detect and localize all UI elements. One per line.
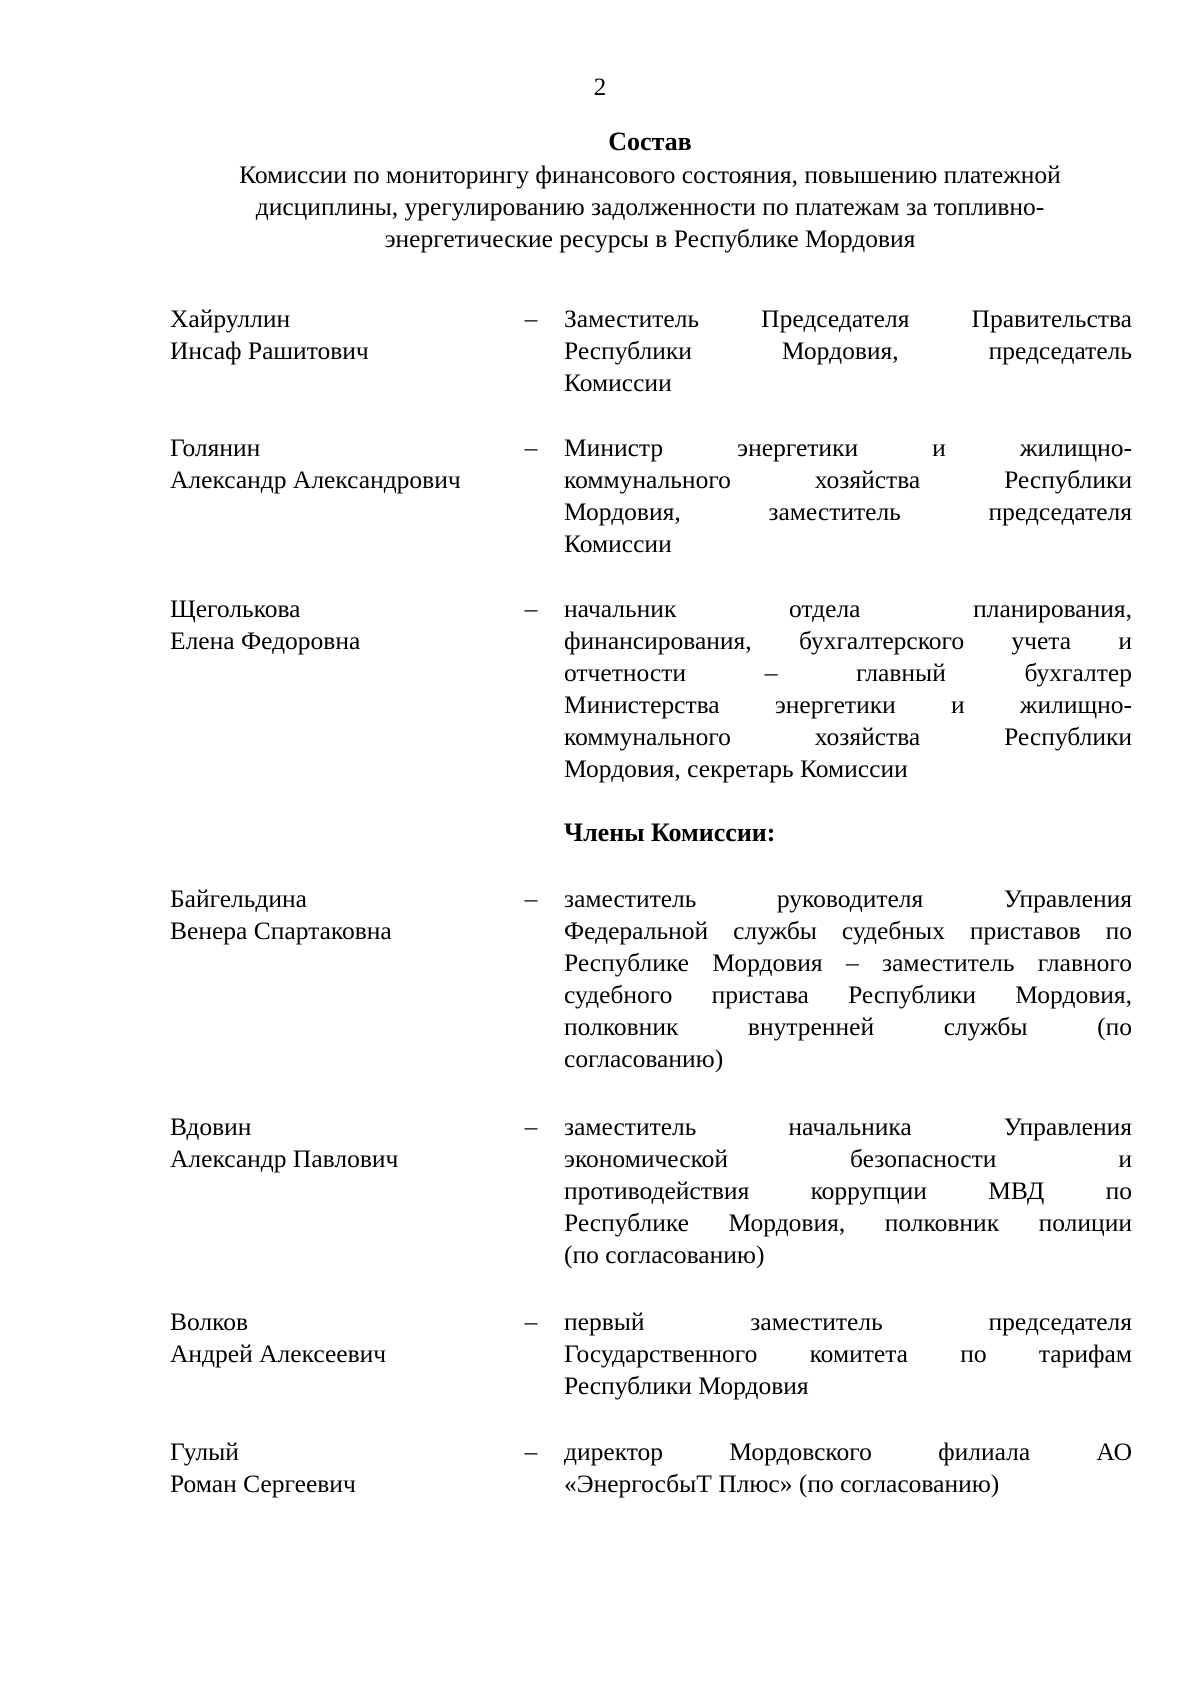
position-line: заместитель руководителя Управления <box>564 884 1132 913</box>
dash-separator: – <box>524 1307 538 1336</box>
position-line: коммунального хозяйства Республики <box>564 722 1132 751</box>
member-position <box>564 303 1132 399</box>
member-position <box>564 1306 1132 1402</box>
document-header <box>170 125 1130 255</box>
member-name <box>170 1111 510 1175</box>
member-name <box>170 1306 510 1370</box>
member-given-names: Роман Сергеевич <box>170 1469 356 1498</box>
position-line: «ЭнергосбыТ Плюс» (по согласованию) <box>564 1469 1000 1498</box>
page-number: 2 <box>593 74 607 101</box>
position-line: (по согласованию) <box>564 1240 765 1269</box>
member-surname: Вдовин <box>170 1112 252 1141</box>
position-line: начальник отдела планирования, <box>564 594 1132 623</box>
position-line: первый заместитель председателя <box>564 1307 1132 1336</box>
member-given-names: Инсаф Рашитович <box>170 336 369 365</box>
member-given-names: Александр Павлович <box>170 1144 399 1173</box>
member-name <box>170 303 510 367</box>
dash-separator: – <box>524 1112 538 1141</box>
position-line: Республике Мордовия, полковник полиции <box>564 1208 1132 1237</box>
member-name <box>170 593 510 657</box>
position-line: Заместитель Председателя Правительства <box>564 304 1132 333</box>
member-surname: Гулый <box>170 1437 239 1466</box>
position-line: экономической безопасности и <box>564 1144 1132 1173</box>
position-line: Комиссии <box>564 529 672 558</box>
document-title: Состав <box>608 127 692 156</box>
position-line: Комиссии <box>564 368 672 397</box>
position-line: Мордовия, заместитель председателя <box>564 497 1132 526</box>
position-line: финансирования, бухгалтерского учета и <box>564 626 1132 655</box>
position-line: Министерства энергетики и жилищно- <box>564 690 1132 719</box>
position-line: директор Мордовского филиала АО <box>564 1437 1132 1466</box>
dash-separator: – <box>524 304 538 333</box>
member-name <box>170 432 510 496</box>
member-given-names: Александр Александрович <box>170 465 461 494</box>
document-subtitle <box>170 159 1130 255</box>
position-line: Республики Мордовия, председатель <box>564 336 1132 365</box>
dash-separator: – <box>524 884 538 913</box>
position-line: Республике Мордовия – заместитель главного <box>564 948 1132 977</box>
position-line: Республики Мордовия <box>564 1371 809 1400</box>
member-surname: Хайруллин <box>170 304 291 333</box>
member-position <box>564 883 1132 1075</box>
member-position <box>564 593 1132 785</box>
dash-separator: – <box>524 433 538 462</box>
dash-separator: – <box>524 594 538 623</box>
subtitle-line: Комиссии по мониторингу финансового состояния, повышению платежной <box>239 160 1061 189</box>
member-surname: Волков <box>170 1307 249 1336</box>
member-given-names: Елена Федоровна <box>170 626 361 655</box>
position-line: полковник внутренней службы (по <box>564 1012 1132 1041</box>
member-surname: Голянин <box>170 433 261 462</box>
position-line: судебного пристава Республики Мордовия, <box>564 980 1132 1009</box>
dash-separator: – <box>524 1437 538 1466</box>
member-surname: Щеголькова <box>170 594 301 623</box>
member-name <box>170 1436 510 1500</box>
subtitle-line: энергетические ресурсы в Республике Мордовия <box>384 224 916 253</box>
member-given-names: Андрей Алексеевич <box>170 1339 387 1368</box>
subtitle-line: дисциплины, урегулированию задолженности по платежам за топливно- <box>255 192 1045 221</box>
member-position <box>564 1436 1132 1500</box>
position-line: отчетности – главный бухгалтер <box>564 658 1132 687</box>
member-position <box>564 1111 1132 1271</box>
position-line: Государственного комитета по тарифам <box>564 1339 1132 1368</box>
members-heading: Члены Комиссии: <box>564 818 776 847</box>
member-given-names: Венера Спартаковна <box>170 916 392 945</box>
position-line: заместитель начальника Управления <box>564 1112 1132 1141</box>
member-surname: Байгельдина <box>170 884 307 913</box>
member-name <box>170 883 510 947</box>
position-line: согласованию) <box>564 1044 724 1073</box>
position-line: противодействия коррупции МВД по <box>564 1176 1132 1205</box>
position-line: Федеральной службы судебных приставов по <box>564 916 1132 945</box>
position-line: Мордовия, секретарь Комиссии <box>564 754 908 783</box>
position-line: коммунального хозяйства Республики <box>564 465 1132 494</box>
position-line: Министр энергетики и жилищно- <box>564 433 1132 462</box>
member-position <box>564 432 1132 560</box>
